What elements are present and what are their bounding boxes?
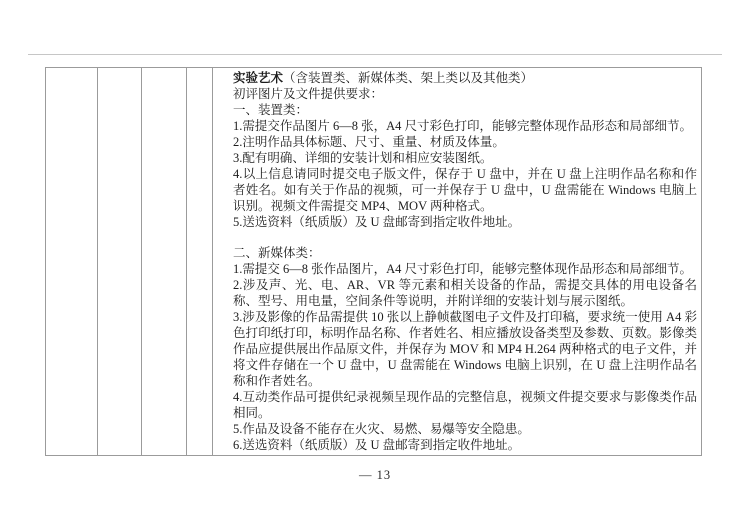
section-1-item: 2.注明作品具体标题、尺寸、重量、材质及体量。 bbox=[233, 134, 505, 149]
page-number: — 13 bbox=[358, 468, 392, 482]
document-table bbox=[45, 67, 702, 456]
blank-line bbox=[233, 231, 697, 247]
empty-table-cell-4 bbox=[187, 68, 213, 455]
intro-line: 初评图片及文件提供要求： bbox=[233, 86, 384, 101]
category-title-subtext: （含装置类、新媒体类、架上类以及其他类） bbox=[283, 71, 534, 85]
empty-table-cell-2 bbox=[98, 68, 142, 455]
category-title-bold: 实验艺术 bbox=[233, 71, 284, 85]
page-top-rule bbox=[28, 54, 722, 55]
section-1-item: 5.送选资料（纸质版）及 U 盘邮寄到指定收件地址。 bbox=[233, 214, 521, 229]
section-1-item: 3.配有明确、详细的安装计划和相应安装图纸。 bbox=[233, 150, 493, 165]
section-2-item: 3.涉及影像的作品需提供 10 张以上静帧截图电子文件及打印稿，要求统一使用 A4 彩色打印纸打印，标明作品名称、作者姓名、相应播放设备类型及参数、页数。影像类作品应提供展出作品原文件，并保存为 MOV 和 MP4 H.264 两种格式的电子文件，并将文件存储在一个 U 盘中，U 盘需能在 Windows 电脑上识别，在 U 盘上注明作品名称和作者姓名。 bbox=[233, 310, 697, 389]
section-1-heading: 一、装置类： bbox=[233, 102, 309, 117]
section-2-item: 4.互动类作品可提供纪录视频呈现作品的完整信息，视频文件提交要求与影像类作品相同。 bbox=[233, 390, 697, 421]
section-2-item: 5.作品及设备不能存在火灾、易燃、易爆等安全隐患。 bbox=[233, 421, 530, 436]
section-1-item: 4.以上信息请同时提交电子版文件，保存于 U 盘中，并在 U 盘上注明作品名称和作者姓名。如有关于作品的视频，可一并保存于 U 盘中，U 盘需能在 Windows 电脑上识别。视频文件需提交 MP4、MOV 两种格式。 bbox=[233, 166, 697, 213]
section-1-item: 1.需提交作品图片 6—8 张，A4 尺寸彩色打印，能够完整体现作品形态和局部细节。 bbox=[233, 118, 693, 133]
section-2-item: 6.送选资料（纸质版）及 U 盘邮寄到指定收件地址。 bbox=[233, 437, 521, 452]
section-2-item: 1.需提交 6—8 张作品图片，A4 尺寸彩色打印，能够完整体现作品形态和局部细节。 bbox=[233, 262, 693, 277]
section-2-heading: 二、新媒体类： bbox=[233, 246, 321, 261]
empty-table-cell-3 bbox=[142, 68, 187, 455]
empty-table-cell-1 bbox=[46, 68, 98, 455]
category-title bbox=[233, 71, 697, 87]
requirements-text-cell bbox=[213, 68, 701, 455]
section-2-item: 2.涉及声、光、电、AR、VR 等元素和相关设备的作品，需提交具体的用电设备名称、型号、用电量，空间条件等说明，并附详细的安装计划与展示图纸。 bbox=[233, 278, 697, 309]
